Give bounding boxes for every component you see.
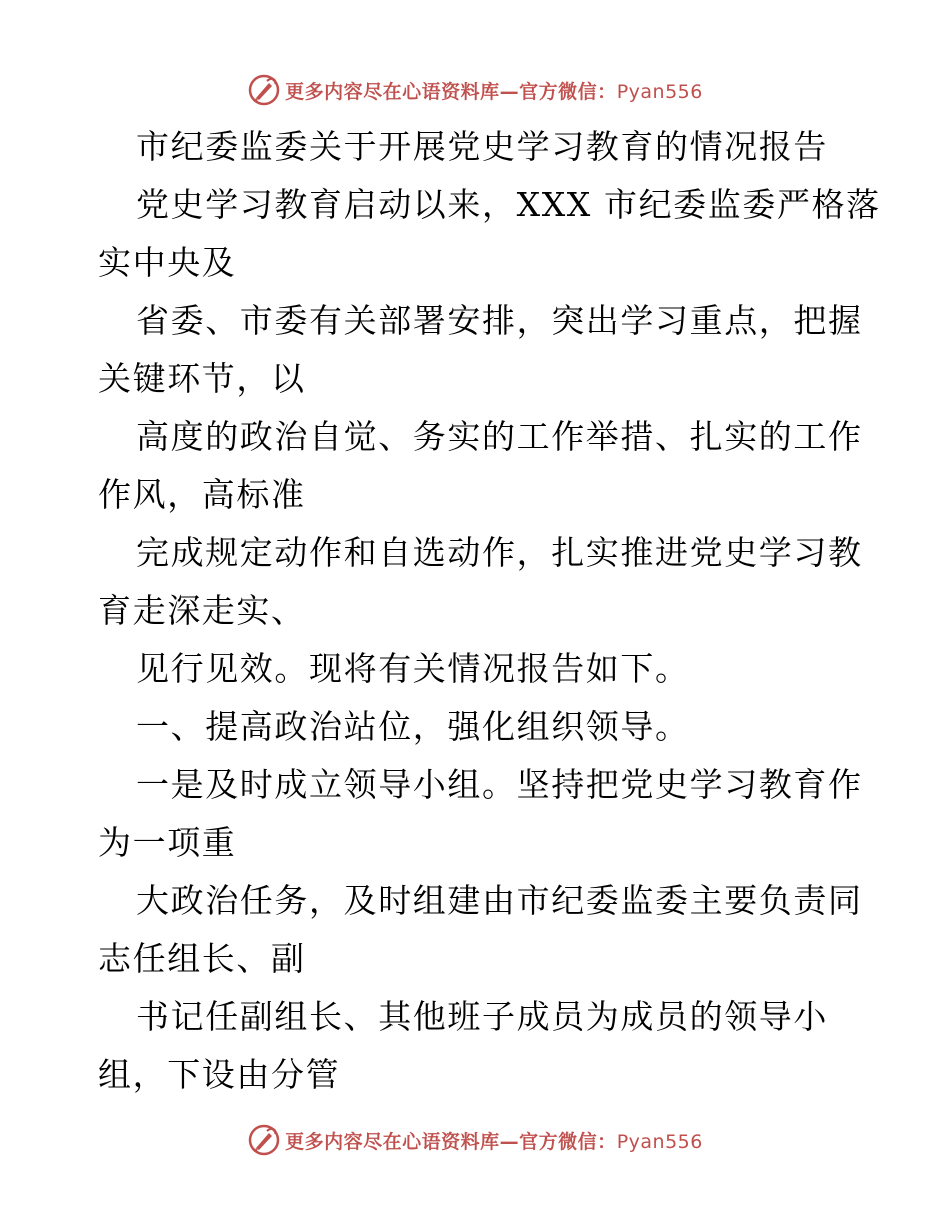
paragraph-line: 完成规定动作和自选动作，扎实推进党史学习教 [136,533,863,572]
document-body [98,118,881,1104]
watermark-brand: 更多内容尽在心语资料库 [285,1130,500,1153]
paragraph-line: 高度的政治自觉、务实的工作举措、扎实的工作 [136,417,863,456]
watermark-dash: — [499,1130,520,1153]
watermark-wechat-id: Pyan556 [616,80,703,103]
paragraph-line: 省委、市委有关部署安排，突出学习重点，把握 [136,301,863,340]
paragraph-line: 见行见效。现将有关情况报告如下。 [136,649,690,688]
paragraph-line: 为一项重 [98,823,237,862]
watermark-brand: 更多内容尽在心语资料库 [285,80,500,103]
watermark-text [285,1127,703,1154]
paragraph-line: 书记任副组长、其他班子成员为成员的领导小 [136,997,828,1036]
watermark-wechat-label: 官方微信： [519,1130,617,1153]
paragraph-line: 关键环节，以 [98,359,306,398]
document-title: 市纪委监委关于开展党史学习教育的情况报告 [136,127,828,166]
paragraph-line: 实中央及 [98,243,237,282]
quill-pen-logo-icon [247,1123,281,1157]
footer-watermark [0,1120,950,1160]
paragraph-line: 组，下设由分管 [98,1055,341,1094]
header-watermark [0,70,950,110]
paragraph-line: 育走深走实、 [98,591,306,630]
paragraph-line: 作风，高标准 [98,475,306,514]
watermark-dash: — [499,80,520,103]
paragraph-line: 志任组长、副 [98,939,306,978]
paragraph-line: 大政治任务，及时组建由市纪委监委主要负责同 [136,881,863,920]
paragraph-line: 一是及时成立领导小组。坚持把党史学习教育作 [136,765,863,804]
watermark-wechat-label: 官方微信： [519,80,617,103]
paragraph-line: 党史学习教育启动以来，XXX 市纪委监委严格落 [136,185,881,224]
watermark-wechat-id: Pyan556 [616,1130,703,1153]
quill-pen-logo-icon [247,73,281,107]
section-heading: 一、提高政治站位，强化组织领导。 [136,707,690,746]
watermark-text [285,77,703,104]
